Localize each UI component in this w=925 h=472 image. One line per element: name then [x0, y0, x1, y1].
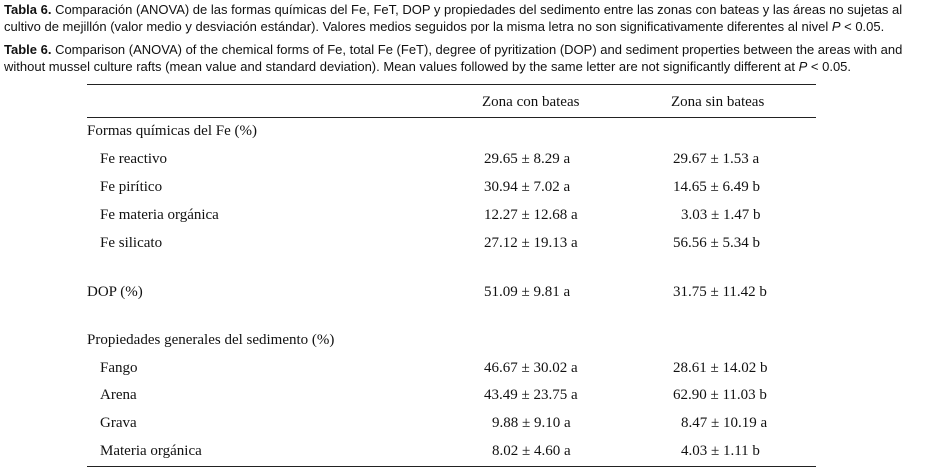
cell-without-rafts: 3.03 ± 1.47 b: [681, 207, 761, 223]
cell-with-rafts: 43.49 ± 23.75 a: [484, 387, 578, 403]
cell-with-rafts: 30.94 ± 7.02 a: [484, 179, 571, 195]
cell-without-rafts: 14.65 ± 6.49 b: [673, 179, 760, 195]
data-table: [87, 84, 816, 468]
row-label: Fe materia orgánica: [100, 207, 219, 223]
cell-with-rafts: 51.09 ± 9.81 a: [484, 284, 571, 300]
cell-without-rafts: 28.61 ± 14.02 b: [673, 360, 768, 376]
cell-with-rafts: 9.88 ± 9.10 a: [492, 415, 571, 431]
caption-tail: < 0.05.: [807, 59, 852, 74]
cell-without-rafts: 56.56 ± 5.34 b: [673, 235, 760, 251]
row-label: Grava: [100, 415, 137, 431]
caption-tail: < 0.05.: [840, 19, 885, 34]
section-title: Formas químicas del Fe (%): [87, 123, 257, 139]
caption-text: Comparación (ANOVA) de las formas químicas del Fe, FeT, DOP y propiedades del sedimento entre las zonas con bateas y las áreas no sujetas al cultivo de mejillón (valor medio y desviación estándar). Valores medios seguidos por la misma letra no son significativamente diferentes al nivel: [4, 2, 903, 34]
cell-without-rafts: 8.47 ± 10.19 a: [681, 415, 768, 431]
caption-p-symbol: P: [831, 19, 841, 34]
column-header-without-rafts: Zona sin bateas: [671, 94, 765, 110]
cell-without-rafts: 4.03 ± 1.11 b: [681, 443, 760, 459]
caption-label: Tabla 6.: [4, 2, 52, 17]
cell-with-rafts: 29.65 ± 8.29 a: [484, 151, 571, 167]
table-bottom-rule: [87, 466, 816, 467]
row-label: Fe silicato: [100, 235, 163, 251]
column-header-with-rafts: Zona con bateas: [482, 94, 580, 110]
cell-without-rafts: 29.67 ± 1.53 a: [673, 151, 760, 167]
caption-p-symbol: P: [798, 59, 808, 74]
cell-with-rafts: 27.12 ± 19.13 a: [484, 235, 578, 251]
row-label: Materia orgánica: [100, 443, 202, 459]
caption-spanish: [4, 1, 922, 35]
caption-english: [4, 41, 922, 75]
caption-label: Table 6.: [4, 42, 52, 57]
cell-without-rafts: 31.75 ± 11.42 b: [673, 284, 767, 300]
row-label: Arena: [100, 387, 137, 403]
row-label: DOP (%): [87, 284, 143, 300]
header-rule: [87, 117, 816, 118]
cell-with-rafts: 8.02 ± 4.60 a: [492, 443, 571, 459]
table-top-rule: [87, 84, 816, 85]
row-label: Fe pirítico: [100, 179, 163, 195]
cell-with-rafts: 12.27 ± 12.68 a: [484, 207, 578, 223]
row-label: Fe reactivo: [100, 151, 168, 167]
section-title: Propiedades generales del sedimento (%): [87, 332, 335, 348]
row-label: Fango: [100, 360, 138, 376]
cell-with-rafts: 46.67 ± 30.02 a: [484, 360, 578, 376]
caption-text: Comparison (ANOVA) of the chemical forms of Fe, total Fe (FeT), degree of pyritization (DOP) and sediment properties between the areas with and without mussel culture rafts (mean value and standard deviation). Mean values followed by the same letter are not significantly different at: [4, 42, 903, 74]
cell-without-rafts: 62.90 ± 11.03 b: [673, 387, 767, 403]
